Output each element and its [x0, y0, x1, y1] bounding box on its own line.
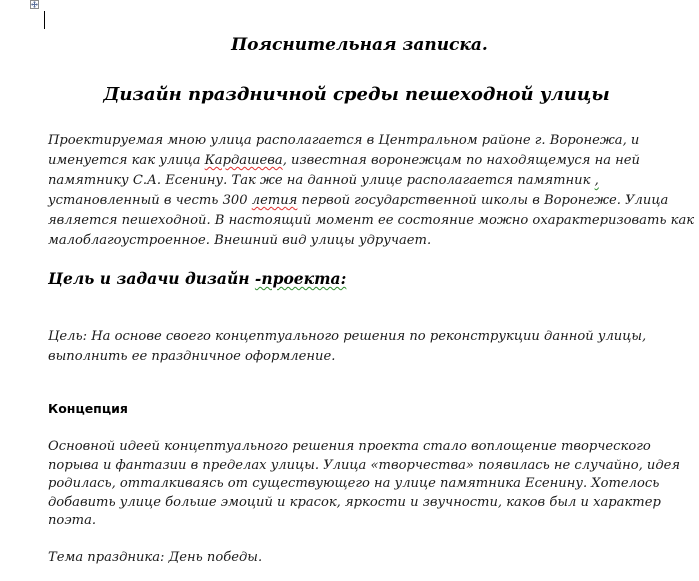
goals-heading: [48, 269, 346, 288]
intro-line-4: [48, 191, 694, 211]
concept-line-3: родилась, отталкиваясь от существующего на улице памятника Есенину. Хотелось: [48, 476, 660, 491]
intro-line-2: [48, 151, 694, 171]
concept-line-1: Основной идеей концептуального решения проекта стало воплощение творческого: [48, 439, 651, 454]
goal-paragraph: [48, 327, 646, 367]
concept-line-4: добавить улице больше эмоций и красок, яркости и звучности, каков был и характер: [48, 494, 661, 510]
text-cursor: [44, 11, 45, 29]
intro-line-2-start: именуется как улица: [48, 153, 205, 168]
intro-line-3-text: памятнику С.А. Есенину. Так же на данной улице располагается памятник: [48, 173, 595, 188]
intro-line-1: Проектируемая мною улица располагается в Центральном районе г. Воронежа, и: [48, 133, 640, 148]
intro-line-6: малоблагоустроенное. Внешний вид улицы удручает.: [48, 233, 432, 248]
intro-line-2-end: , известная воронежцам по находящемуся на ней: [282, 153, 640, 168]
grammar-flag-project[interactable]: -проекта:: [254, 269, 347, 288]
grammar-flag-comma[interactable]: ,: [594, 173, 599, 188]
concept-line-2: порыва и фантазии в пределах улицы. Улица «творчества» появилась не случайно, идея: [48, 457, 681, 473]
intro-paragraph: [48, 131, 694, 251]
holiday-theme: [48, 548, 262, 568]
concept-heading: Концепция: [48, 401, 128, 416]
concept-line-5: поэта.: [48, 513, 97, 528]
spelling-flag-letiya[interactable]: летия: [251, 193, 298, 208]
intro-line-4-start: установленный в честь 300: [48, 193, 252, 208]
intro-line-5: является пешеходной. В настоящий момент ее состояние можно охарактеризовать как: [48, 213, 695, 228]
goal-line-1: Цель: На основе своего концептуального решения по реконструкции данной улицы,: [48, 329, 647, 344]
document-title: Пояснительная записка.: [231, 35, 488, 55]
intro-line-4-end: первой государственной школы в Воронеже. Улица: [297, 193, 669, 208]
goals-heading-start: Цель и задачи дизайн: [48, 269, 255, 288]
document-subtitle: Дизайн праздничной среды пешеходной улицы: [103, 84, 610, 105]
concept-paragraph: [48, 438, 680, 531]
table-move-handle-icon[interactable]: [30, 0, 39, 9]
holiday-line: Тема праздника: День победы.: [48, 550, 263, 565]
spelling-flag-kardasheva[interactable]: Кардашева: [204, 153, 283, 168]
intro-line-3: [48, 171, 694, 191]
goal-line-2: выполнить ее праздничное оформление.: [48, 349, 336, 364]
